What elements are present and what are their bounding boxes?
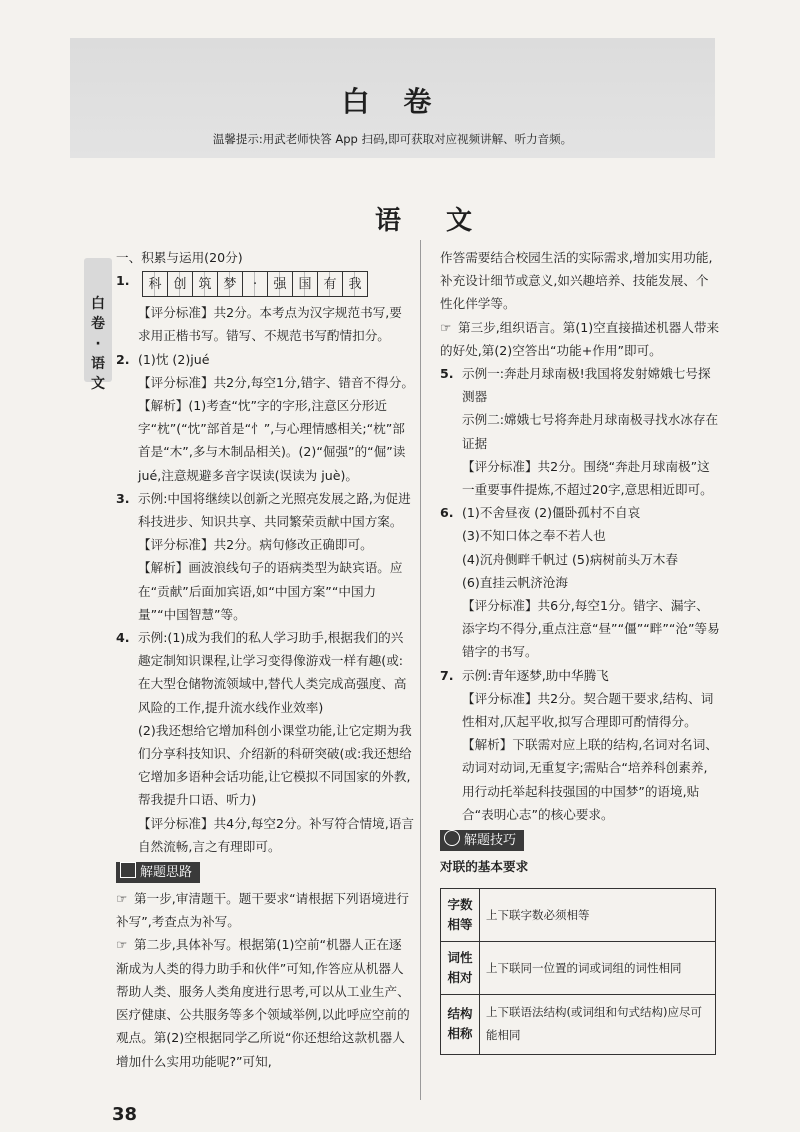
handwriting-grid [142, 271, 367, 297]
row-head: 词性相对 [441, 942, 480, 995]
tips-section [440, 826, 720, 1055]
table-row [441, 942, 716, 995]
grid-cell: 有 [317, 271, 343, 297]
pointing-hand-icon: ☞ [116, 891, 128, 907]
answer: 示例:(1)成为我们的私人学习助手,根据我们的兴趣定制知识课程,让学习变得像游戏一样有趣(或:在大型仓储物流领域中,替代人类完成高强度、高风险的工作,提升流水线作业效率) [138, 630, 407, 715]
scoring-standard: 【评分标准】共2分。本考点为汉字规范书写,要求用正楷书写。错写、不规范书写酌情扣分。 [138, 305, 402, 344]
notepad-icon [120, 862, 136, 878]
step-text: 第三步,组织语言。第(1)空直接描述机器人带来的好处,第(2)空答出“功能+作用”即可。 [440, 319, 720, 358]
page-title: 白 卷 [341, 85, 444, 118]
scoring-standard: 【评分标准】共2分,每空1分,错字、错音不得分。 [138, 374, 414, 390]
explanation: 【解析】画波浪线句子的语病类型为缺宾语。应在“贡献”后面加宾语,如“中国方案”“中国力量”“中国智慧”等。 [138, 560, 403, 622]
answer-line: (1)不舍昼夜 (2)僵卧孤村不自哀 [462, 505, 641, 521]
answer: 示例一:奔赴月球南极!我国将发射嫦娥七号探测器 [462, 366, 711, 405]
grid-cell: 国 [292, 271, 318, 297]
row-body: 上下联同一位置的词或词组的词性相同 [480, 942, 716, 995]
column-divider [420, 240, 421, 1100]
answer: (2)我还想给它增加科创小课堂功能,让它定期为我们分享科技知识、介绍新的科研突破(或:我还想给它增加多语种会话功能,让它模拟不同国家的外教,帮我提升口语、听力) [138, 722, 412, 808]
table-row [441, 889, 716, 942]
step-text: 第二步,具体补写。根据第(1)空前“机器人正在逐渐成为人类的得力助手和伙伴”可知,作答应从机器人帮助人类、服务人类角度进行思考,可以从工业生产、医疗健康、公共服务等多个领域举例,以此呼应空前的观点。第(2)空根据同学乙所说“你还想给这款机器人增加什么实用功能呢?”可知, [116, 937, 410, 1069]
tips-label [440, 830, 524, 851]
answer-line: (3)不知口体之奉不若人也 [462, 528, 606, 544]
tips-label-text: 解题技巧 [464, 833, 517, 849]
grid-cell: 强 [267, 271, 293, 297]
continued-text: 作答需要结合校园生活的实际需求,增加实用功能,补充设计细节或意义,如兴趣培养、技能发展、个性化伴学等。 [440, 250, 713, 312]
scoring-standard: 【评分标准】共2分。契合题干要求,结构、词性相对,仄起平收,拟写合理即可酌情得分。 [462, 690, 714, 730]
key-icon [444, 830, 460, 846]
table-row [441, 995, 716, 1054]
question-number: 1. [116, 273, 130, 289]
question-7 [440, 664, 720, 826]
thinking-label [116, 862, 200, 883]
explanation: 【解析】(1)考查“忱”字的字形,注意区分形近字“枕”(“忱”部首是“忄”,与心理情感相关;“枕”部首是“木”,多与木制品相关)。(2)“倔强”的“倔”读 jué,注意规避多音字误读(误读为 juè)。 [138, 398, 406, 483]
question-2 [116, 348, 414, 487]
page-number: 38 [112, 1104, 138, 1125]
answer-line: (6)直挂云帆济沧海 [462, 574, 568, 590]
tips-title: 对联的基本要求 [440, 859, 529, 875]
question-number: 7. [440, 667, 454, 683]
header-band [70, 38, 715, 158]
grid-cell: 筑 [192, 271, 218, 297]
row-body: 上下联字数必须相等 [480, 889, 716, 942]
grid-cell: · [242, 271, 268, 297]
pointing-hand-icon: ☞ [116, 937, 128, 953]
question-3 [116, 487, 414, 626]
answer: 示例:中国将继续以创新之光照亮发展之路,为促进科技进步、知识共享、共同繁荣贡献中国方案。 [138, 490, 411, 530]
right-column [440, 246, 720, 1055]
thinking-label-text: 解题思路 [140, 865, 193, 881]
scoring-standard: 【评分标准】共6分,每空1分。错字、漏字、添字均不得分,重点注意“昼”“僵”“畔”“沧”等易错字的书写。 [462, 598, 720, 660]
question-number: 3. [116, 490, 130, 506]
question-4 [116, 626, 414, 858]
left-column [116, 246, 414, 1073]
couplet-rules-table [440, 888, 716, 1054]
scoring-standard: 【评分标准】共2分。围绕“奔赴月球南极”这一重要事件提炼,不超过20字,意思相近即可。 [462, 458, 713, 498]
row-body: 上下联语法结构(或词组和句式结构)应尽可能相同 [480, 995, 716, 1054]
thinking-section [116, 858, 414, 1073]
row-head: 字数相等 [441, 889, 480, 942]
scoring-standard: 【评分标准】共4分,每空2分。补写符合情境,语言自然流畅,言之有理即可。 [138, 815, 414, 854]
question-1 [116, 269, 414, 347]
side-tab-label: 白卷·语文 [91, 296, 105, 392]
tip-text: 温馨提示:用武老师快答 App 扫码,即可获取对应视频讲解、听力音频。 [212, 132, 573, 146]
answer: (1)忱 (2)jué [138, 351, 210, 367]
question-6 [440, 501, 720, 663]
side-tab [84, 258, 112, 392]
explanation: 【解析】下联需对应上联的结构,名词对名词、动词对动词,无重复字;需贴合“培养科创素养,用行动托举起科技强国的中国梦”的语境,贴合“表明心志”的核心要求。 [462, 737, 718, 822]
row-head: 结构相称 [441, 995, 480, 1054]
answer-line: (4)沉舟侧畔千帆过 (5)病树前头万木春 [462, 551, 678, 567]
pointing-hand-icon: ☞ [440, 319, 452, 335]
question-number: 2. [116, 351, 130, 367]
question-5 [440, 362, 720, 501]
grid-cell: 科 [142, 271, 168, 297]
grid-cell: 创 [167, 271, 193, 297]
question-number: 6. [440, 505, 454, 521]
answer: 示例二:嫦娥七号将奔赴月球南极寻找水冰存在证据 [462, 412, 719, 451]
question-number: 4. [116, 630, 130, 646]
grid-cell: 我 [342, 271, 368, 297]
answer: 示例:青年逐梦,助中华腾飞 [462, 667, 609, 683]
grid-cell: 梦 [217, 271, 243, 297]
subject-title: 语 文 [375, 206, 491, 236]
question-number: 5. [440, 366, 454, 382]
step-text: 第一步,审清题干。题干要求“请根据下列语境进行补写”,考查点为补写。 [116, 891, 409, 930]
section-heading: 一、积累与运用(20分) [116, 250, 243, 265]
scoring-standard: 【评分标准】共2分。病句修改正确即可。 [138, 537, 373, 553]
